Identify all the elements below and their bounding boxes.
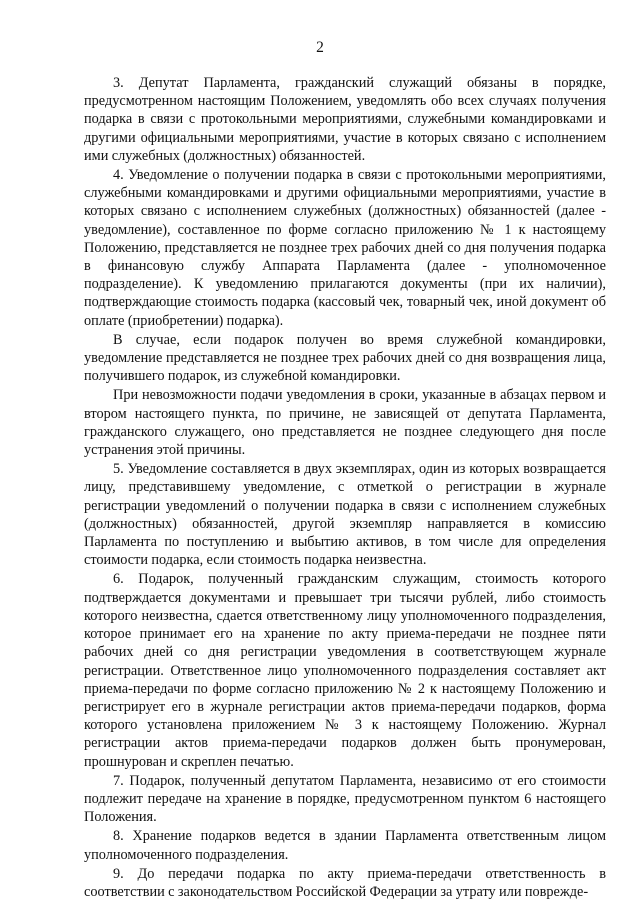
paragraph-9: 9. До передачи подарка по акту приема-передачи ответственность в соответствии с законодательством Российской Федерации за утрату или поврежде- [84,865,606,900]
paragraph-4-impossibility: При невозможности подачи уведомления в сроки, указанные в абзацах первом и втором настоящего пункта, по причине, не зависящей от депутата Парламента, гражданского служащего, оно представляется не позднее следующего дня после устранения этой причины. [84,387,606,459]
paragraph-6: 6. Подарок, полученный гражданским служащим, стоимость которого подтверждается документами и превышает три тысячи рублей, либо стоимость которого неизвестна, сдается ответственному лицу уполномоченного подразделения, которое принимает его на хранение по акту приема-передачи не позднее пяти рабочих дней со дня регистрации уведомления в соответствующем журнале регистрации. Ответственное лицо уполномоченного подразделения составляет акт приема-передачи по форме согласно приложению № 2 к настоящему Положению и регистрирует его в журнале регистрации актов приема-передачи подарков, форма которого установлена приложением № 3 к настоящему Положению. Журнал регистрации актов приема-передачи подарков должен быть пронумерован, прошнурован и скреплен печатью. [84,571,606,770]
paragraph-3: 3. Депутат Парламента, гражданский служащий обязаны в порядке, предусмотренном настоящим Положением, уведомлять обо всех случаях получения подарка в связи с протокольными мероприятиями, служебными командировками и другими официальными мероприятиями, участие в которых связано с исполнением ими служебных (должностных) обязанностей. [84,75,606,164]
paragraph-7: 7. Подарок, полученный депутатом Парламента, независимо от его стоимости подлежит передаче на хранение в порядке, предусмотренном пунктом 6 настоящего Положения. [84,772,606,826]
paragraph-4: 4. Уведомление о получении подарка в связи с протокольными мероприятиями, служебными командировками и другими официальными мероприятиями, участие в которых связано с исполнением служебных (должностных) обязанностей (далее - уведомление), составленное по форме согласно приложению № 1 к настоящему Положению, представляется не позднее трех рабочих дней со дня получения подарка в финансовую службу Аппарата Парламента (далее - уполномоченное подразделение). К уведомлению прилагаются документы (при их наличии), подтверждающие стоимость подарка (кассовый чек, товарный чек, иной документ об оплате (приобретении) подарка). [84,167,606,329]
document-body [84,74,606,901]
paragraph-4-business-trip: В случае, если подарок получен во время служебной командировки, уведомление представляется не позднее трех рабочих дней со дня возвращения лица, получившего подарок, из служебной командировки. [84,331,606,385]
paragraph-8: 8. Хранение подарков ведется в здании Парламента ответственным лицом уполномоченного подразделения. [84,828,606,863]
paragraph-5: 5. Уведомление составляется в двух экземплярах, один из которых возвращается лицу, представившему уведомление, с отметкой о регистрации в журнале регистрации уведомлений о получении подарка в связи с исполнением служебных (должностных) обязанностей, другой экземпляр направляется в комиссию Парламента по поступлению и выбытию активов, в том числе для определения стоимости подарка, если стоимость подарка неизвестна. [84,461,606,569]
page-number: 2 [316,39,324,56]
